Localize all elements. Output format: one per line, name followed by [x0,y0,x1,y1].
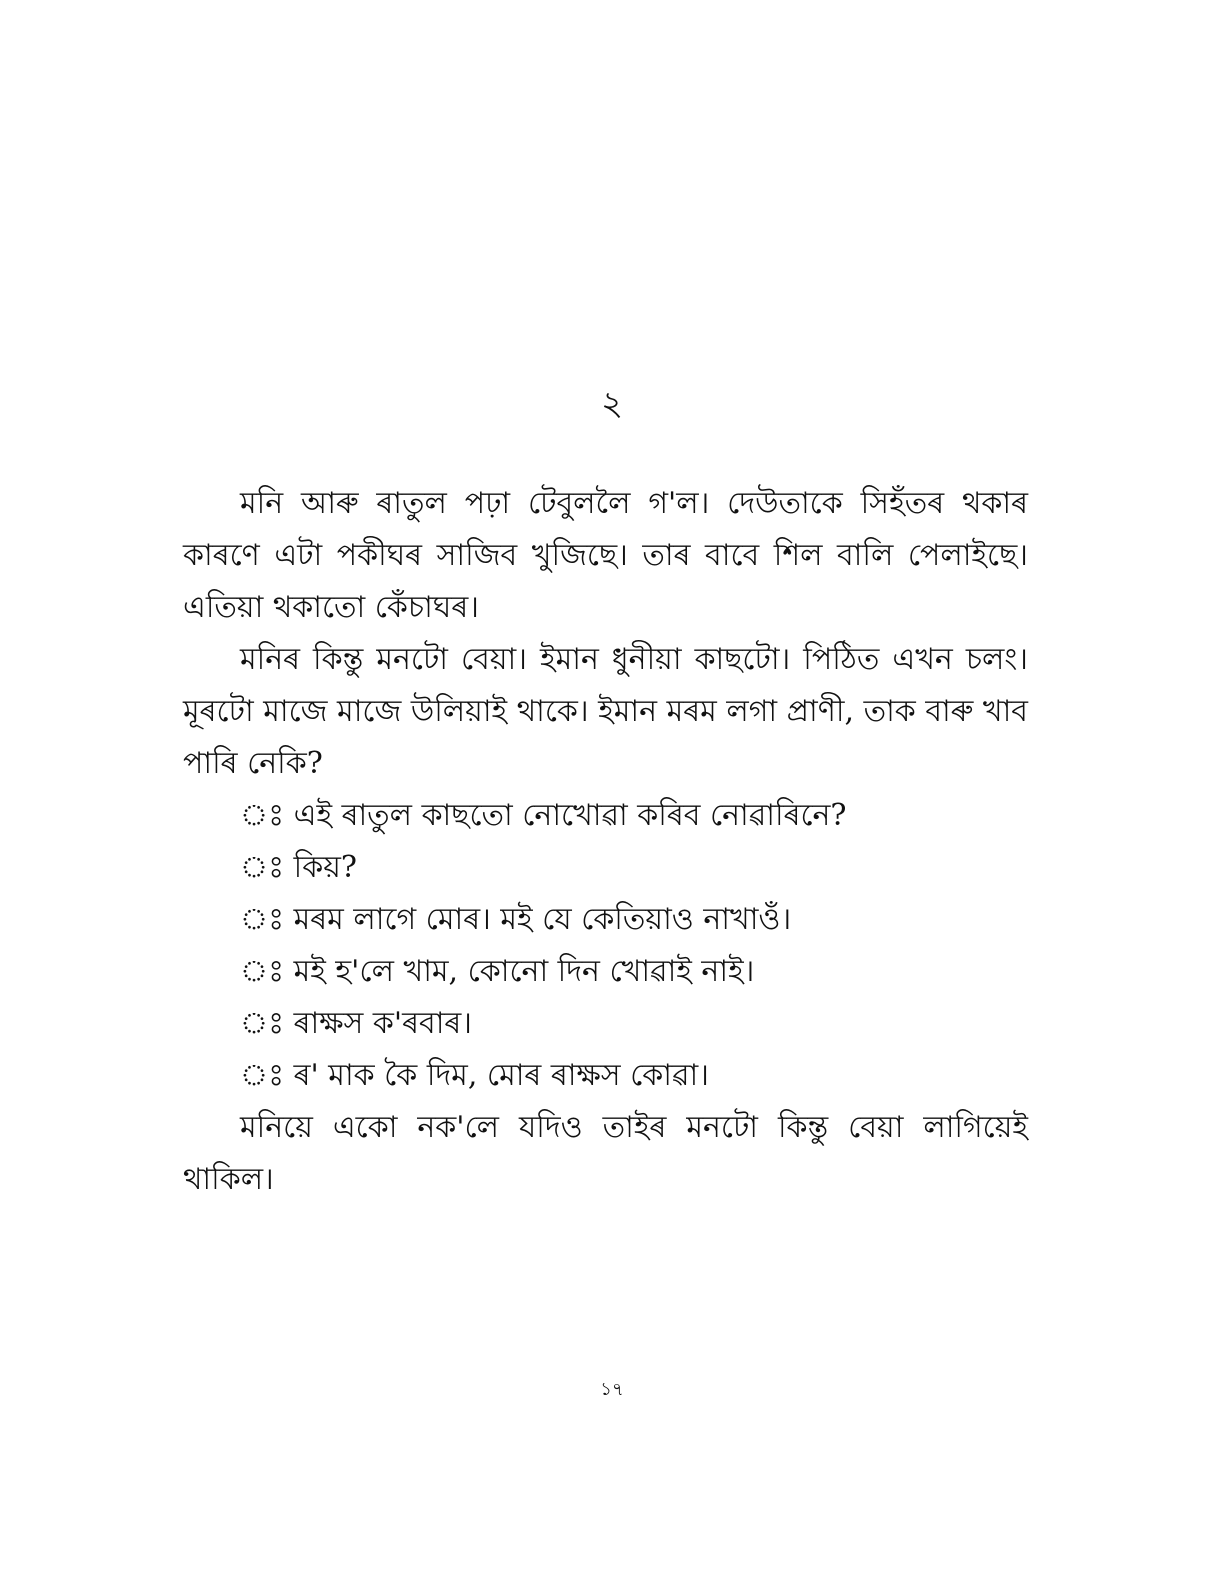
page-number: ১৭ [600,1379,624,1400]
dialogue-line-6: ঃ ৰ' মাক কৈ দিম, মোৰ ৰাক্ষস কোৱা। [240,1058,709,1093]
chapter-number: ২ [600,384,624,424]
dialogue-line-1: ঃ এই ৰাতুল কাছতো নোখোৱা কৰিব নোৱাৰিনে? [240,798,847,833]
paragraph-1: মনি আৰু ৰাতুল পঢ়া টেবুললৈ গ'ল। দেউতাকে সিহঁতৰ থকাৰ কাৰণে এটা পকীঘৰ সাজিব খুজিছে। তাৰ বাবে শিল বালি পেলাইছে। এতিয়া থকাতো কেঁচাঘৰ। [183,486,1028,625]
dialogue-line-2: ঃ কিয়? [240,850,357,885]
paragraph-closing: মনিয়ে একো নক'লে যদিও তাইৰ মনটো কিন্তু বেয়া লাগিয়েই থাকিল। [183,1110,1028,1197]
paragraph-2: মনিৰ কিন্তু মনটো বেয়া। ইমান ধুনীয়া কাছটো। পিঠিত এখন চলং। মূৰটো মাজে মাজে উলিয়াই থাকে। ইমান মৰম লগা প্ৰাণী, তাক বাৰু খাব পাৰি নেকি? [183,642,1028,781]
dialogue-line-4: ঃ মই হ'লে খাম, কোনো দিন খোৱাই নাই। [240,954,755,989]
body-text [183,478,1028,1206]
dialogue-line-5: ঃ ৰাক্ষস ক'ৰবাৰ। [240,1006,473,1041]
dialogue-line-3: ঃ মৰম লাগে মোৰ। মই যে কেতিয়াও নাখাওঁ। [240,902,792,937]
